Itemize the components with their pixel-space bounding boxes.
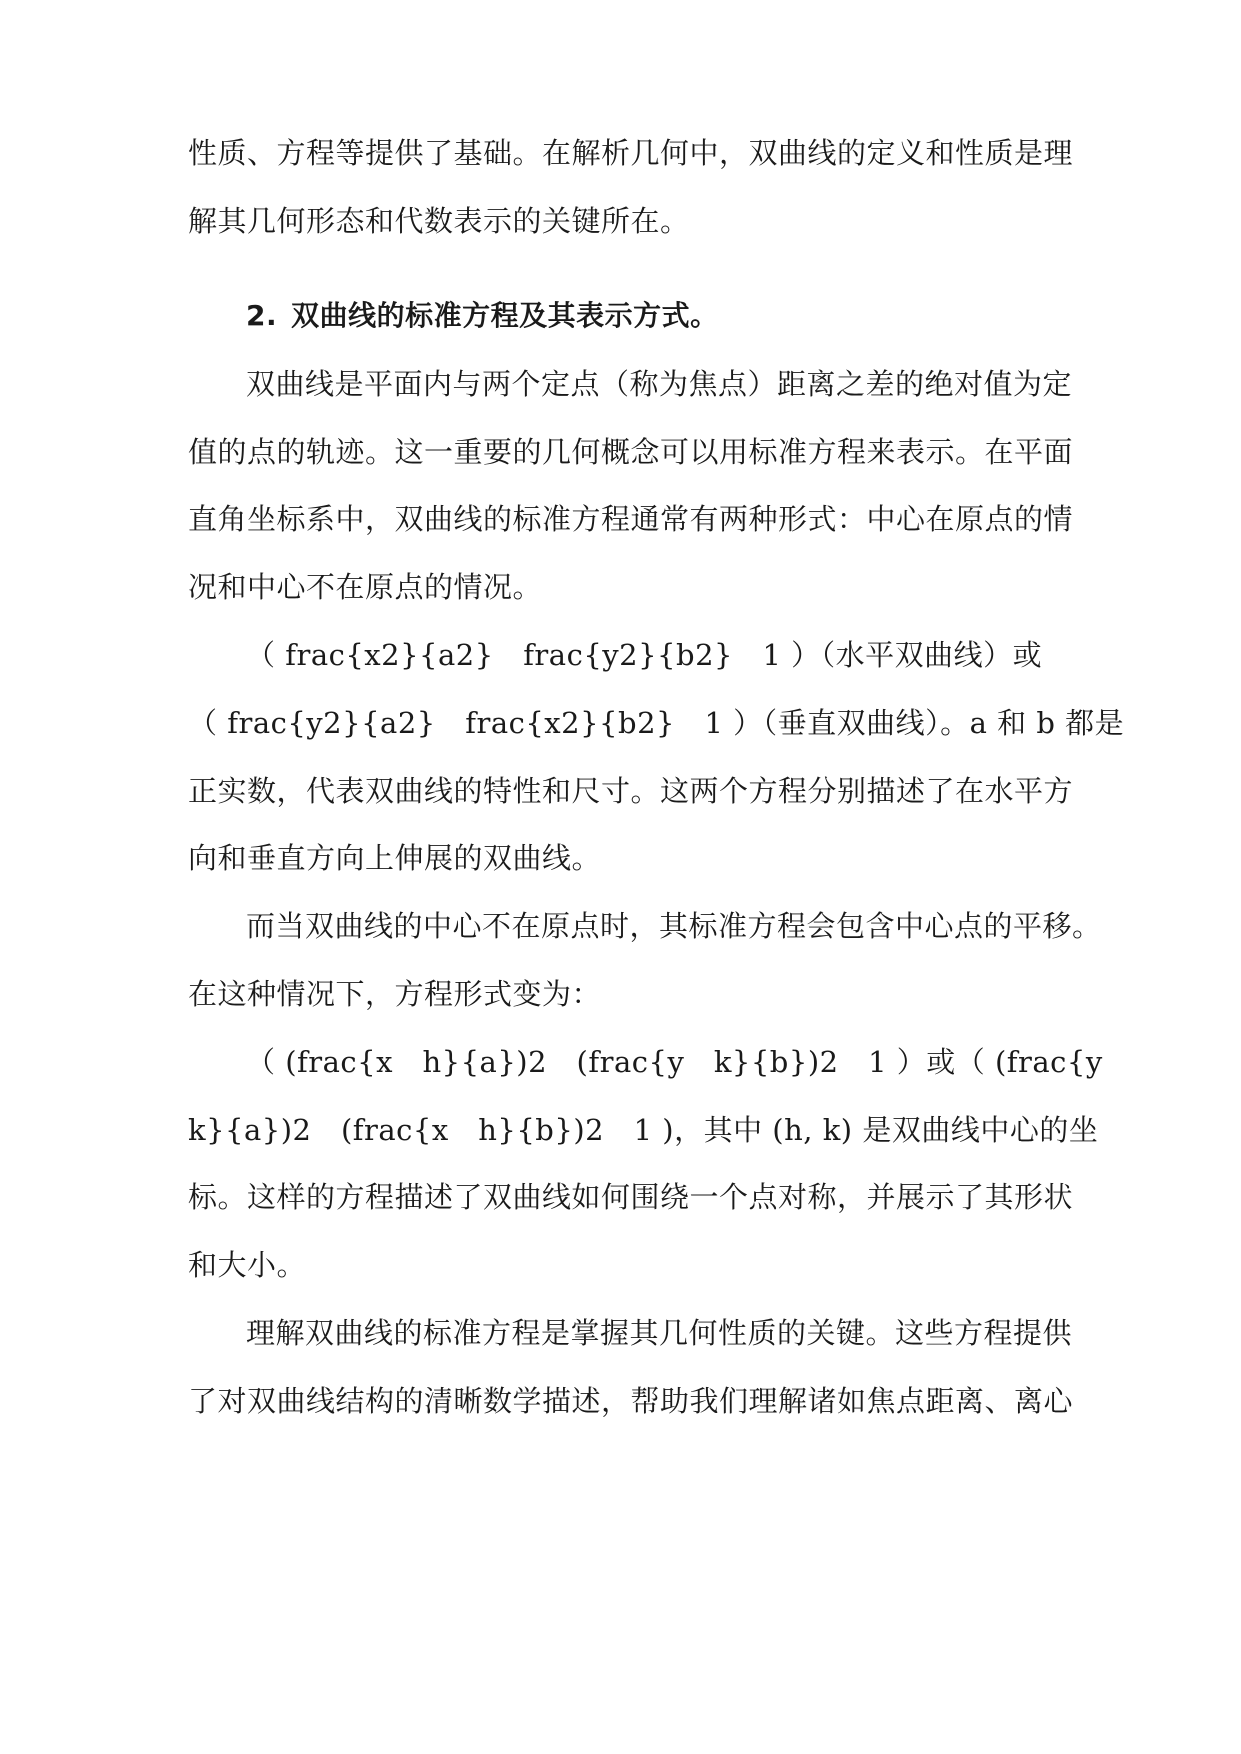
para2-line-3: 正实数，代表双曲线的特性和尺寸。这两个方程分别描述了在水平方 <box>188 774 1074 808</box>
para5-line-1: 理解双曲线的标准方程是掌握其几何性质的关键。这些方程提供 <box>246 1316 1073 1350</box>
section-title: 双曲线的标准方程及其表示方式。 <box>291 299 719 332</box>
section-heading <box>246 296 1068 336</box>
para3-line-1: 而当双曲线的中心不在原点时，其标准方程会包含中心点的平移。 <box>246 909 1102 943</box>
para1-line-3: 直角坐标系中，双曲线的标准方程通常有两种形式：中心在原点的情 <box>188 502 1074 536</box>
para2-line-1: （ frac{x2}{a2} frac{y2}{b2} 1 ）（水平双曲线）或 <box>246 638 1043 672</box>
para4-line-2: k}{a})2 (frac{x h}{b})2 1 )，其中 (h, k) 是双曲线中心的坐 <box>188 1113 1099 1147</box>
para4-line-4: 和大小。 <box>188 1248 307 1282</box>
intro-line-1: 性质、方程等提供了基础。在解析几何中，双曲线的定义和性质是理 <box>188 136 1074 170</box>
para1-line-4: 况和中心不在原点的情况。 <box>188 570 543 604</box>
section-number: 2. <box>246 299 278 332</box>
intro-line-2: 解其几何形态和代数表示的关键所在。 <box>188 204 690 238</box>
para1-line-1: 双曲线是平面内与两个定点（称为焦点）距离之差的绝对值为定 <box>246 367 1073 401</box>
para5-line-2: 了对双曲线结构的清晰数学描述，帮助我们理解诸如焦点距离、离心 <box>188 1384 1074 1418</box>
para4-line-1: （ (frac{x h}{a})2 (frac{y k}{b})2 1 ）或（ (frac{y <box>246 1045 1103 1079</box>
para2-line-2: （ frac{y2}{a2} frac{x2}{b2} 1 ）（垂直双曲线）。a 和 b 都是 <box>188 706 1125 740</box>
para2-line-4: 向和垂直方向上伸展的双曲线。 <box>188 841 602 875</box>
para1-line-2: 值的点的轨迹。这一重要的几何概念可以用标准方程来表示。在平面 <box>188 435 1074 469</box>
para3-line-2: 在这种情况下，方程形式变为： <box>188 977 602 1011</box>
para4-line-3: 标。这样的方程描述了双曲线如何围绕一个点对称，并展示了其形状 <box>188 1180 1074 1214</box>
